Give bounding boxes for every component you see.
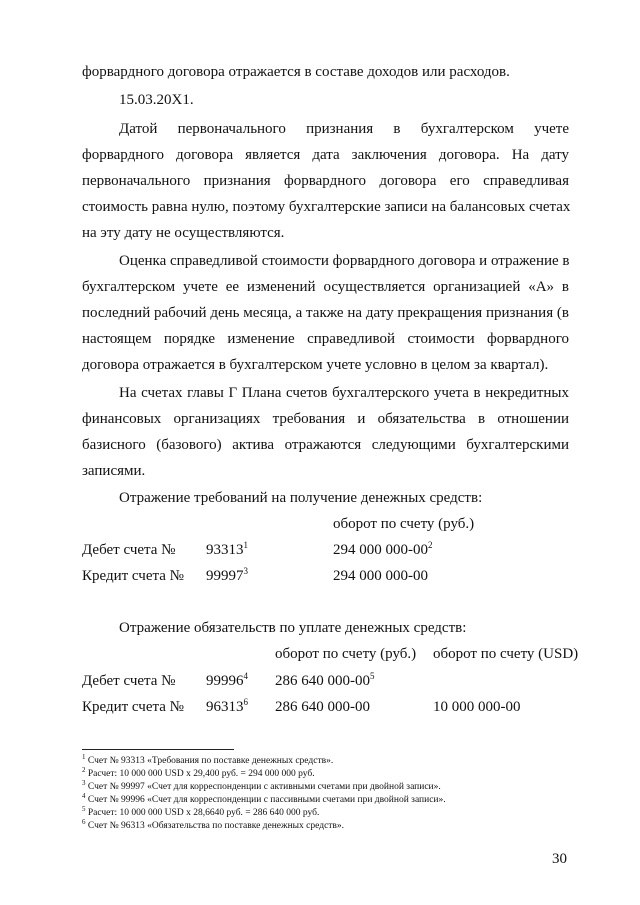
footnote: $^1$ Счет № 93313 «Требования по поставке денежных средств». bbox=[82, 753, 334, 766]
paragraph-line: Датой первоначального признания в бухгалтерском учете bbox=[119, 121, 569, 137]
paragraph-line: бухгалтерском учете ее изменений осуществляется организацией «А» в bbox=[82, 279, 569, 295]
paragraph-line: записями. bbox=[82, 463, 146, 479]
entry-account: 96313$^6$ bbox=[206, 697, 248, 715]
entries-title: Отражение требований на получение денежных средств: bbox=[119, 490, 483, 506]
entry-account: 99996$^4$ bbox=[206, 671, 248, 689]
paragraph-line: форвардного договора является дата заключения договора. На дату bbox=[82, 147, 569, 163]
date-heading: 15.03.20X1. bbox=[119, 92, 194, 108]
column-header-rub: оборот по счету (руб.) bbox=[275, 646, 417, 662]
paragraph-line: финансовых организациях требования и обязательства в отношении bbox=[82, 411, 569, 427]
entry-label: Дебет счета № bbox=[82, 542, 176, 558]
footnote-separator bbox=[82, 749, 234, 750]
entry-amount-usd: 10 000 000-00 bbox=[433, 699, 521, 715]
paragraph-line: последний рабочий день месяца, а также на дату прекращения признания (в bbox=[82, 305, 569, 321]
paragraph-line: базисного (базового) актива отражаются следующими бухгалтерскими bbox=[82, 437, 569, 453]
footnote: $^5$ Расчет: 10 000 000 USD x 28,6640 руб. = 286 640 000 руб. bbox=[82, 805, 320, 818]
entry-label: Кредит счета № bbox=[82, 568, 184, 584]
footnote: $^6$ Счет № 96313 «Обязательства по поставке денежных средств». bbox=[82, 818, 345, 831]
paragraph-line: на эту дату не осуществляются. bbox=[82, 225, 285, 241]
paragraph-line: первоначального признания форвардного договора его справедливая bbox=[82, 173, 569, 189]
entries-title: Отражение обязательств по уплате денежных средств: bbox=[119, 620, 467, 636]
column-header-usd: оборот по счету (USD) bbox=[433, 646, 579, 662]
paragraph-line: стоимость равна нулю, поэтому бухгалтерские записи на балансовых счетах bbox=[82, 199, 571, 215]
footnote: $^3$ Счет № 99997 «Счет для корреспонденции с активными счетами при двойной записи». bbox=[82, 779, 441, 792]
entry-amount-rub: 286 640 000-00 bbox=[275, 699, 370, 715]
entry-account: 93313$^1$ bbox=[206, 540, 248, 558]
paragraph-line: настоящем порядке изменение справедливой стоимости форвардного bbox=[82, 331, 569, 347]
page-number: 30 bbox=[552, 851, 567, 867]
entry-label: Дебет счета № bbox=[82, 673, 176, 689]
footnote: $^2$ Расчет: 10 000 000 USD x 29,400 руб. = 294 000 000 руб. bbox=[82, 766, 315, 779]
footnote: $^4$ Счет № 99996 «Счет для корреспонденции с пассивными счетами при двойной записи». bbox=[82, 792, 446, 805]
paragraph-line: Оценка справедливой стоимости форвардного договора и отражение в bbox=[119, 253, 570, 269]
entry-account: 99997$^3$ bbox=[206, 566, 248, 584]
paragraph-line: На счетах главы Г Плана счетов бухгалтерского учета в некредитных bbox=[119, 385, 569, 401]
entry-amount-rub: 286 640 $000-00^5$ bbox=[275, 671, 375, 689]
entry-label: Кредит счета № bbox=[82, 699, 184, 715]
column-header-rub: оборот по счету (руб.) bbox=[333, 516, 475, 532]
entry-amount-rub: 294 000 $000-00^2$ bbox=[333, 540, 433, 558]
paragraph-line: форвардного договора отражается в составе доходов или расходов. bbox=[82, 64, 510, 80]
entry-amount-rub: 294 000 000-00 bbox=[333, 568, 428, 584]
paragraph-line: договора отражается в бухгалтерском учете условно в целом за квартал). bbox=[82, 357, 549, 373]
